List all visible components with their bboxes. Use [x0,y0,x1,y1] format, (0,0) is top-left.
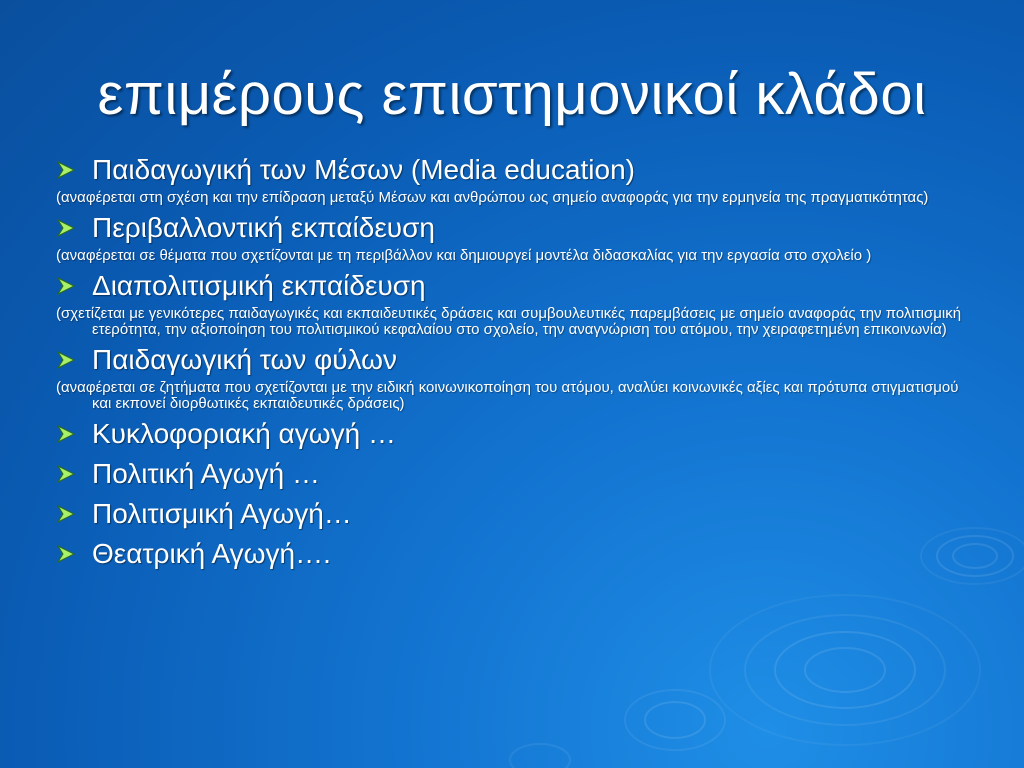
slide-title: επιμέρους επιστημονικοί κλάδοι [97,62,927,127]
arrow-bullet-icon [56,464,92,484]
item-label: Περιβαλλοντική εκπαίδευση [92,212,435,243]
item-label: Παιδαγωγική των φύλων [92,344,398,375]
list-item [56,494,956,534]
list-item [56,340,956,380]
item-description: (αναφέρεται σε θέματα που σχετίζονται με τη περιβάλλον και δημιουργεί μοντέλα διδασκαλίας για την εργασία στο σχολείο ) [56,247,872,264]
list-item [56,534,956,574]
arrow-bullet-icon [56,276,92,296]
item-label: Διαπολιτισμική εκπαίδευση [92,270,426,301]
arrow-bullet-icon [56,544,92,564]
bullet-list [56,150,962,574]
list-item [56,414,956,454]
item-label: Παιδαγωγική των Μέσων (Media education) [92,154,635,185]
item-label: Πολιτισμική Αγωγή… [92,498,352,529]
arrow-bullet-icon [56,350,92,370]
item-description: (σχετίζεται με γενικότερες παιδαγωγικές και εκπαιδευτικές δράσεις και συμβουλευτικές παρεμβάσεις με σημείο αναφοράς την πολιτισμική ετερότητα, την αξιοποίηση του πολιτισμικού κεφαλαίου στο σχολείο, την αναγνώριση του ατόμου, την χειραφετημένη επικοινωνία) [56,305,962,338]
list-item [56,454,956,494]
item-description: (αναφέρεται σε ζητήματα που σχετίζονται με την ειδική κοινωνικοποίηση του ατόμου, αναλύει κοινωνικές αξίες και πρότυπα στιγματισμού και εκπονεί διορθωτικές εκπαιδευτικές δράσεις) [56,379,959,412]
list-item [56,266,956,306]
item-description: (αναφέρεται στη σχέση και την επίδραση μεταξύ Μέσων και ανθρώπου ως σημείο αναφοράς για την ερμηνεία της πραγματικότητας) [56,189,929,206]
arrow-bullet-icon [56,160,92,180]
item-label: Πολιτική Αγωγή … [92,458,320,489]
arrow-bullet-icon [56,218,92,238]
arrow-bullet-icon [56,424,92,444]
list-item [56,208,956,248]
item-label: Θεατρική Αγωγή…. [92,538,331,569]
item-label: Κυκλοφοριακή αγωγή … [92,418,396,449]
arrow-bullet-icon [56,504,92,524]
list-item [56,150,956,190]
